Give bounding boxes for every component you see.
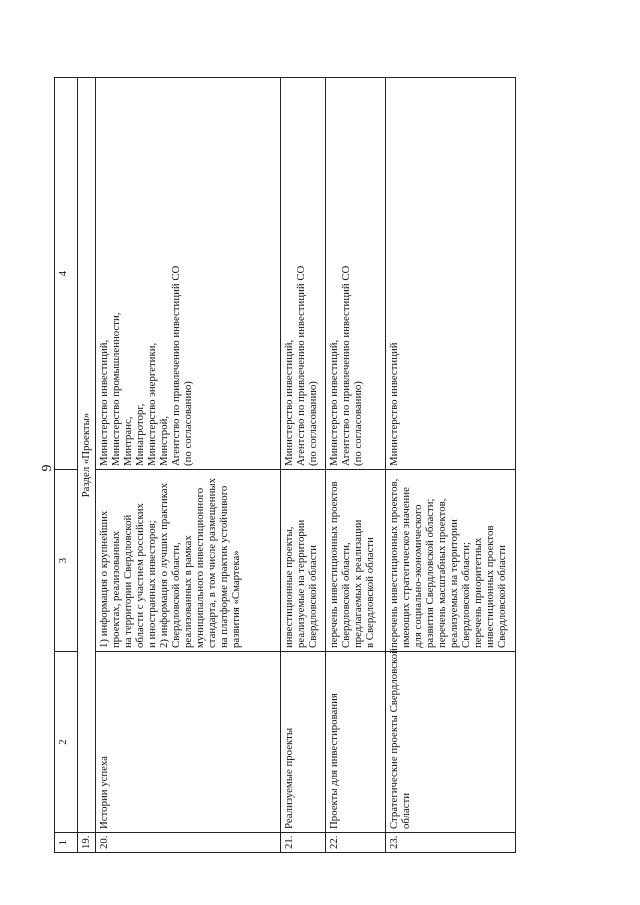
content-line: на территории Свердловской <box>122 514 134 648</box>
row-content <box>281 470 326 652</box>
row-name: Проекты для инвестирования <box>326 652 386 833</box>
responsible-line: Агентство по привлечению инвестиций СО <box>170 265 182 466</box>
name-line: Стратегические проекты Свердловской <box>388 648 400 829</box>
content-line: для социально-экономического <box>412 504 424 648</box>
responsible-line: Министерство промышленности, <box>110 312 122 466</box>
row-number: 21. <box>281 833 326 853</box>
sections-table <box>54 77 516 853</box>
row-number: 20. <box>96 833 281 853</box>
row-number: 22. <box>326 833 386 853</box>
responsible-line: Министерство инвестиций, <box>283 339 295 466</box>
header-col-2: 2 <box>55 652 78 833</box>
content-line: реализованных в рамках <box>182 535 194 648</box>
content-line: перечень приоритетных <box>472 537 484 648</box>
content-line: 1) информация о крупнейших <box>98 510 110 648</box>
responsible-line: (по согласованию) <box>352 381 364 466</box>
row-content <box>386 470 516 652</box>
content-line: муниципального инвестиционного <box>194 487 206 648</box>
header-col-4: 4 <box>55 78 78 470</box>
name-line: области <box>400 792 412 829</box>
responsible-line: Министерство энергетики, <box>146 342 158 466</box>
content-line: реализуемые на территории <box>295 519 307 648</box>
table-row <box>326 78 386 853</box>
responsible-line: Министерство инвестиций <box>388 342 400 466</box>
row-name: Истории успеха <box>96 652 281 833</box>
responsible-line: (по согласованию) <box>307 381 319 466</box>
row-content <box>326 470 386 652</box>
content-line: развития «Смартека» <box>230 550 242 648</box>
content-line: Свердловской области; <box>460 541 472 648</box>
rotated-table-container <box>54 78 580 853</box>
content-line: 2) информация о лучших практиках <box>158 483 170 648</box>
header-col-3: 3 <box>55 470 78 652</box>
content-line: области с участием российских <box>134 503 146 648</box>
section-title: Раздел «Проекты» <box>78 78 96 833</box>
header-row <box>55 78 78 853</box>
row-responsible <box>281 78 326 470</box>
content-line: перечень масштабных проектов, <box>436 498 448 648</box>
row-name <box>386 648 516 833</box>
content-line: предлагаемых к реализации <box>352 519 364 648</box>
row-responsible <box>386 78 516 470</box>
row-content <box>96 470 281 652</box>
responsible-line: Минтранс, <box>122 416 134 466</box>
content-line: в Свердловской области <box>364 537 376 648</box>
header-col-1: 1 <box>55 833 78 853</box>
content-line: на платформе практик устойчивого <box>218 485 230 648</box>
content-line: Свердловской области, <box>340 542 352 648</box>
responsible-line: Агентство по привлечению инвестиций СО <box>340 265 352 466</box>
row-name: Реализуемые проекты <box>281 652 326 833</box>
responsible-line: (по согласованию) <box>182 381 194 466</box>
row-number: 23. <box>386 833 516 853</box>
content-line: Свердловской области, <box>170 542 182 648</box>
content-line: Свердловской области <box>496 544 508 648</box>
section-number: 19. <box>78 833 96 853</box>
content-line: развития Свердловской области; <box>424 498 436 648</box>
responsible-line: Министерство инвестиций, <box>98 339 110 466</box>
content-line: перечень инвестиционных проектов <box>328 481 340 648</box>
page-number: 9 <box>40 464 55 472</box>
row-responsible <box>326 78 386 470</box>
table-row <box>386 78 516 853</box>
responsible-line: Минагроторг, <box>134 403 146 466</box>
content-line: инвестиционных проектов <box>484 525 496 648</box>
content-line: стандарта, в том числе размещенных <box>206 477 218 648</box>
content-line: проектах, реализованных <box>110 531 122 648</box>
content-line: имеющих стратегическое значение <box>400 487 412 648</box>
content-line: реализуемых на территории <box>448 519 460 648</box>
responsible-line: Минстрой, <box>158 415 170 466</box>
responsible-line: Министерство инвестиций, <box>328 339 340 466</box>
responsible-line: Агентство по привлечению инвестиций СО <box>295 265 307 466</box>
content-line: Свердловской области <box>307 544 319 648</box>
content-line: и иностранных инвесторов; <box>146 520 158 648</box>
row-responsible <box>96 78 281 470</box>
content-line: перечень инвестиционных проектов, <box>388 478 400 648</box>
table-row <box>96 78 281 853</box>
table-row <box>281 78 326 853</box>
section-row <box>78 78 96 853</box>
content-line: инвестиционные проекты, <box>283 526 295 648</box>
